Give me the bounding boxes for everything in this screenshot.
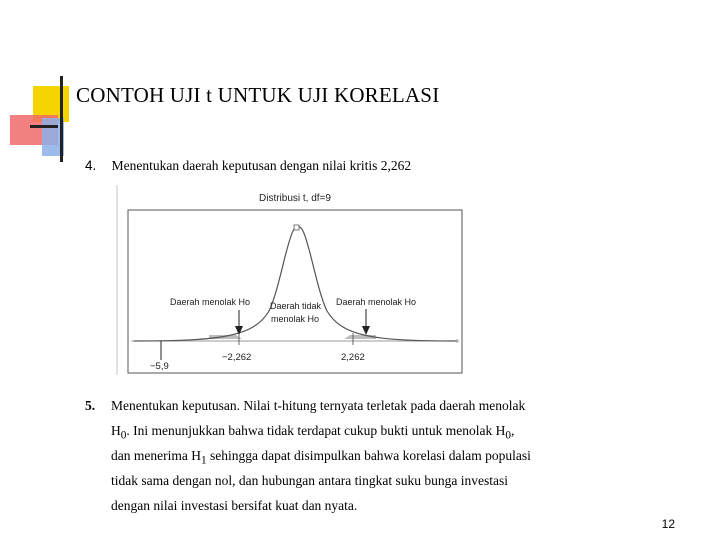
slide-title: CONTOH UJI t UNTUK UJI KORELASI bbox=[76, 83, 440, 107]
tick-test-stat: −5,9 bbox=[150, 361, 169, 372]
step-5-line-3: dan menerima $H_1$ sehingga dapat disimpulkan bahwa korelasi dalam populasi bbox=[111, 448, 531, 467]
step-4-number: 4. bbox=[85, 158, 97, 173]
t-distribution-figure bbox=[114, 185, 469, 375]
curve-peak-marker bbox=[294, 225, 299, 230]
label-accept-line1: Daerah tidak bbox=[270, 301, 322, 311]
label-left-reject: Daerah menolak Ho bbox=[170, 297, 251, 307]
tick-pos-critical: 2,262 bbox=[341, 352, 365, 363]
step-5-line-4: tidak sama dengan nol, dan hubungan antara tingkat suku bunga investasi bbox=[111, 473, 509, 488]
tick-neg-critical: −2,262 bbox=[222, 352, 252, 363]
step-5-number: 5. bbox=[85, 398, 96, 413]
label-accept-line2: menolak Ho bbox=[271, 314, 320, 324]
page-number: 12 bbox=[661, 517, 675, 531]
step-5-line-1: Menentukan keputusan. Nilai t-hitung ternyata terletak pada daerah menolak bbox=[111, 398, 526, 413]
figure-frame bbox=[128, 210, 462, 373]
decor-vertical-line bbox=[60, 76, 63, 162]
figure-title: Distribusi t, df=9 bbox=[259, 193, 331, 204]
step-4 bbox=[85, 158, 411, 174]
step-4-text: Menentukan daerah keputusan dengan nilai kritis 2,262 bbox=[111, 158, 412, 173]
decor-horizontal-line bbox=[30, 125, 58, 128]
step-5-line-2: $H_0$. Ini menunjukkan bahwa tidak terdapat cukup bukti untuk menolak $H_0$, bbox=[111, 423, 515, 442]
step-5-line-5: dengan nilai investasi bersifat kuat dan nyata. bbox=[111, 498, 358, 513]
label-right-reject: Daerah menolak Ho bbox=[336, 297, 417, 307]
